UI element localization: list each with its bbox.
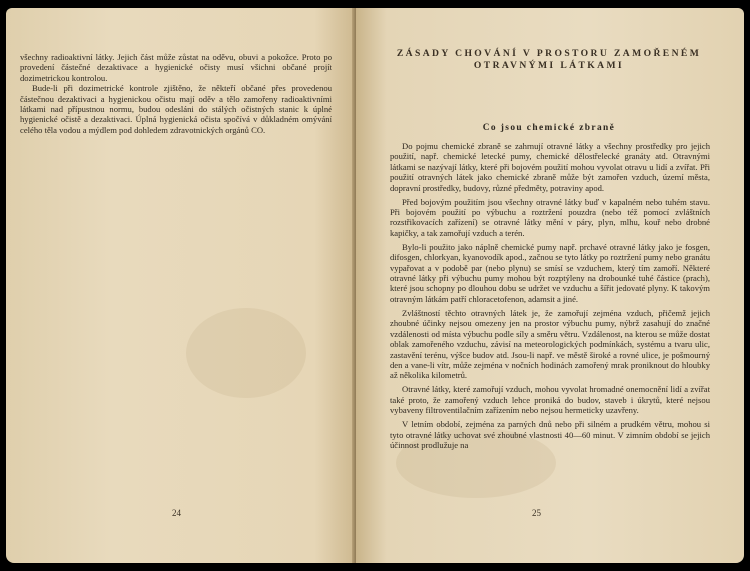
right-page-number: 25: [532, 508, 541, 518]
right-page-text: [390, 141, 710, 454]
right-paragraph-6: V letním období, zejména za parných dnů nebo při silném a prudkém větru, mohou si tyto otravné látky uchovat své zhoubné vlastnosti 40—60 minut. V zimním období se jejich účinnost prodlužuje na: [390, 419, 710, 450]
right-page: [356, 8, 744, 563]
left-paragraph-2: Bude-li při dozimetrické kontrole zjištěno, že někteří občané přes provedenou částečnou dezaktivaci a hygienickou očistu mají oděv a tělo zamořeny radioaktivními látkami nad přípustnou normu, budou odesláni do stálých očistných stanic k úplné hygienické očistě a dezaktivaci. Úplná hygienická očista spočívá v důkladném omývání celého těla vodou a mýdlem pod dohledem zdravotnických orgánů CO.: [20, 83, 332, 135]
chapter-heading-line-2: OTRAVNÝMI LÁTKAMI: [473, 60, 625, 71]
right-paragraph-5: Otravné látky, které zamořují vzduch, mohou vyvolat hromadné onemocnění lidí a zvířat také proto, že zamořený vzduch lehce proniká do budov, staveb i úkrytů, které nejsou vybaveny filtroventilačním zařízením nebo nejsou hermeticky uzavřeny.: [390, 384, 710, 416]
right-paragraph-2: Před bojovým použitím jsou všechny otravné látky buď v kapalném nebo tuhém stavu. Při bojovém použití po výbuchu a roztržení pouzdra (nebo též pomocí zvláštních rozstřikovacích zařízení) se otravné látky mění v páry, plyn, mlhu, kouř nebo drobné kapičky, a tak zamořují vzduch a terén.: [390, 196, 710, 238]
right-paragraph-4: Zvláštností těchto otravných látek je, že zamořují zejména vzduch, přičemž jejich zhoubné účinky nejsou omezeny jen na prostor výbuchu pumy, nýbrž zasahují do značné vzdálenosti od místa výbuchu podle síly a směru větru. Vzdálenost, na kterou se může dostat oblak zamořeného vzduchu, závisí na meteorologických podmínkách, systému a tvaru ulic, zastavění terénu, výšce budov atd. Jsou-li např. ve městě široké a rovné ulice, je pošmourný den a vane-li vítr, může zejména v nočních hodinách zamořený mrak proniknout do hloubky až několika kilometrů.: [390, 307, 710, 381]
chapter-heading: [382, 48, 716, 72]
right-paragraph-1: Do pojmu chemické zbraně se zahrnují otravné látky a všechny prostředky pro jejich použití, např. chemické letecké pumy, chemické dělostřelecké granáty atd. Otravnými látkami se nazývají látky, které při bojovém použití mohou vyvolat otravu u lidí a zvířat. Při použití otravných látek jako chemické zbraně může být zamořen vzduch, území města, dopravní prostředky, budovy, různé předměty, potraviny apod.: [390, 141, 710, 193]
right-paragraph-3: Bylo-li použito jako náplně chemické pumy např. prchavé otravné látky jako je fosgen, difosgen, chlorkyan, kyanovodík apod., začnou se tyto látky po roztržení pumy nebo granátu vypařovat a v podobě par (nebo plynu) se smísí se vzduchem, který tím zamoří. Některé otravné látky při výbuchu pumy mohou být rozptýleny na drobounké tuhé částice (prach), které jsou schopny po dlouhou dobu se udržet ve vzduchu a šířit jedovaté plyny. K takovým otravným látkám patří chloracetofenon, adamsit a jiné.: [390, 241, 710, 304]
left-page-text: [20, 52, 332, 135]
chapter-heading-line-1: ZÁSADY CHOVÁNÍ V PROSTORU ZAMOŘENÉM: [396, 48, 702, 59]
left-page-number: 24: [172, 508, 181, 518]
left-page: [6, 8, 356, 563]
paper-stain: [186, 308, 306, 398]
left-paragraph-1: všechny radioaktivní látky. Jejich část může zůstat na oděvu, obuvi a pokožce. Proto po provedení částečné dezaktivace a hygienické očisty musí všichni občané projít dozimetrickou kontrolou.: [20, 52, 332, 83]
section-title: Co jsou chemické zbraně: [482, 123, 616, 133]
